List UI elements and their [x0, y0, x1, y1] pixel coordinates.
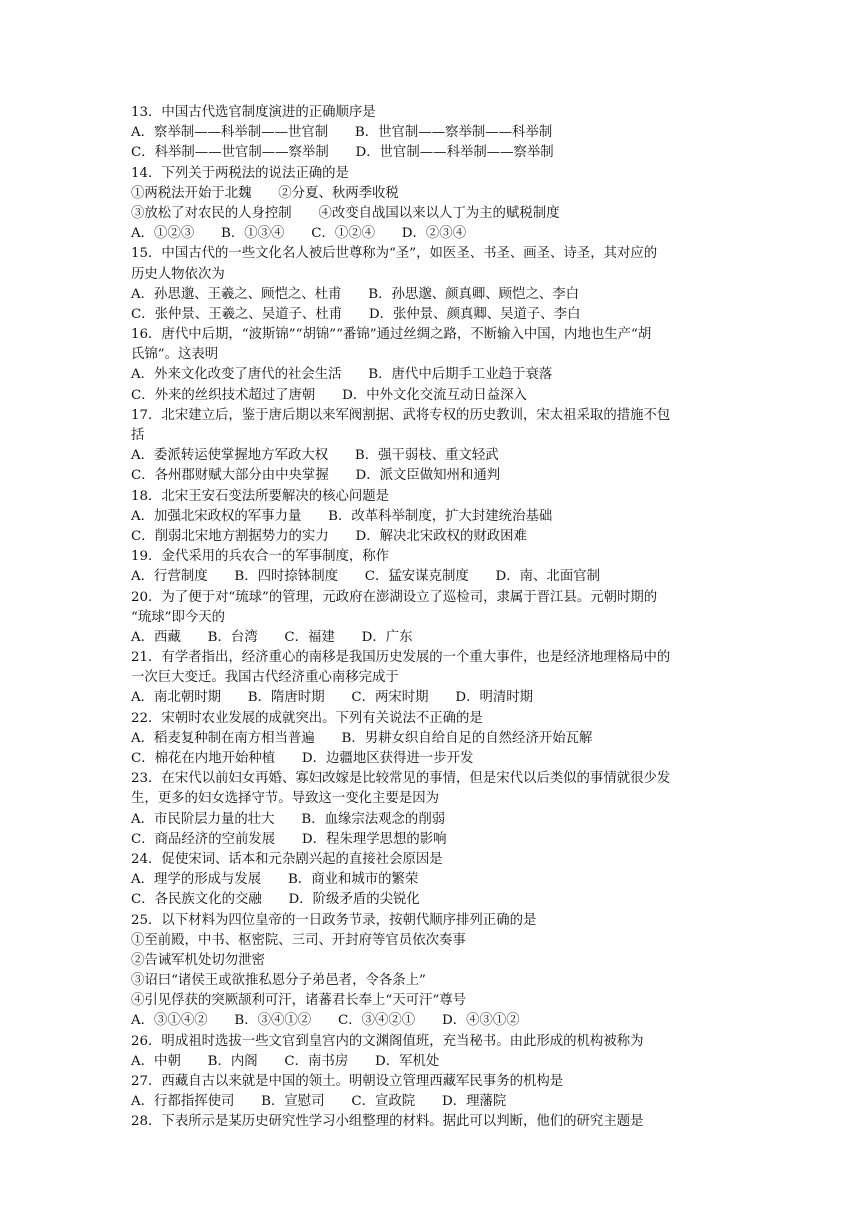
text-line: C．外来的丝织技术超过了唐朝 D．中外文化交流互动日益深入: [131, 387, 527, 403]
text-line: 括: [131, 428, 145, 443]
text-line: 20．为了便于对“琉球”的管理，元政府在澎湖设立了巡检司，隶属于晋江县。元朝时期的: [131, 589, 658, 605]
text-line: ②告诫军机处切勿泄密: [131, 952, 265, 968]
text-line: A．孙思邈、王羲之、顾恺之、杜甫 B．孙思邈、颜真卿、顾恺之、李白: [131, 286, 580, 302]
text-line: 24．促使宋词、话本和元杂剧兴起的直接社会原因是: [131, 851, 443, 867]
text-line: A．察举制——科举制——世官制 B．世官制——察举制——科举制: [131, 125, 553, 141]
text-line: A．行都指挥使司 B．宣慰司 C．宣政院 D．理藩院: [131, 1094, 507, 1110]
text-line: ④引见俘获的突厥颉利可汗，诸蕃君长奉上“天可汗”尊号: [131, 993, 467, 1009]
text-line: 27．西藏自古以来就是中国的领土。明朝设立管理西藏军民事务的机构是: [131, 1074, 564, 1089]
text-line: C．削弱北宋地方割据势力的实力 D．解决北宋政权的财政困难: [131, 528, 527, 544]
text-line: A．理学的形成与发展 B．商业和城市的繁荣: [131, 872, 419, 888]
text-line: A．稻麦复种制在南方相当普遍 B．男耕女织自给自足的自然经济开始瓦解: [131, 730, 593, 746]
text-line: A．中朝 B．内阁 C．南书房 D．军机处: [131, 1053, 440, 1069]
text-line: 23．在宋代以前妇女再婚、寡妇改嫁是比较常见的事情，但是宋代以后类似的事情就很少发: [131, 771, 671, 787]
exam-page: [131, 103, 731, 1133]
text-line: A．西藏 B．台湾 C．福建 D．广东: [131, 629, 413, 645]
text-line: “琉球”即今天的: [131, 609, 226, 625]
text-line: 生，更多的妇女选择守节。导致这一变化主要是因为: [131, 791, 439, 807]
text-line: 14．下列关于两税法的说法正确的是: [131, 165, 349, 181]
text-line: 氏锦”。这表明: [131, 347, 219, 363]
text-line: A．市民阶层力量的壮大 B．血缘宗法观念的削弱: [131, 811, 446, 827]
text-line: 19．金代采用的兵农合一的军事制度，称作: [131, 549, 390, 565]
text-line: A．外来文化改变了唐代的社会生活 B．唐代中后期手工业趋于衰落: [131, 367, 553, 383]
text-line: A．南北朝时期 B．隋唐时期 C．两宋时期 D．明清时期: [131, 690, 534, 706]
text-line: A．加强北宋政权的军事力量 B．改革科举制度，扩大封建统治基础: [131, 508, 553, 524]
text-line: 26．明成祖时选拔一些文官到皇宫内的文渊阁值班，充当秘书。由此形成的机构被称为: [131, 1033, 644, 1049]
text-line: 22．宋朝时农业发展的成就突出。下列有关说法不正确的是: [131, 710, 483, 726]
text-line: 21．有学者指出，经济重心的南移是我国历史发展的一个重大事件，也是经济地理格局中的: [131, 650, 671, 666]
text-line: C．各州郡财赋大部分由中央掌握 D．派文臣做知州和通判: [131, 468, 501, 484]
text-line: 25．以下材料为四位皇帝的一日政务节录，按朝代顺序排列正确的是: [131, 912, 537, 928]
text-line: C．张仲景、王羲之、吴道子、杜甫 D．张仲景、颜真卿、吴道子、李白: [131, 306, 581, 322]
text-line: 28．下表所示是某历史研究性学习小组整理的材料。据此可以判断，他们的研究主题是: [131, 1114, 644, 1130]
text-line: ①至前殿，中书、枢密院、三司、开封府等官员依次奏事: [131, 932, 466, 948]
text-line: A．委派转运使掌握地方军政大权 B．强干弱枝、重文轻武: [131, 448, 499, 464]
text-line: 15．中国古代的一些文化名人被后世尊称为“圣”，如医圣、书圣、画圣、诗圣，其对应的: [131, 246, 658, 262]
text-line: 17．北宋建立后，鉴于唐后期以来军阀割据、武将专权的历史教训，宋太祖采取的措施不包: [131, 407, 671, 423]
text-line: A．③①④② B．③④①② C．③④②① D．④③①②: [131, 1013, 520, 1029]
text-line: C．科举制——世官制——察举制 D．世官制——科举制——察举制: [131, 145, 554, 161]
text-line: 历史人物依次为: [131, 266, 225, 282]
text-line: 18．北宋王安石变法所要解决的核心问题是: [131, 488, 390, 504]
text-line: 16．唐代中后期，“波斯锦”“胡锦”“番锦”通过丝绸之路，不断输入中国，内地也生产“胡: [131, 327, 652, 343]
text-line: 一次巨大变迁。我国古代经济重心南移完成于: [131, 670, 399, 686]
text-line: ③诏曰“诸侯王或欲推私恩分子弟邑者，令各条上”: [131, 973, 426, 989]
text-line: A．行营制度 B．四时捺钵制度 C．猛安谋克制度 D．南、北面官制: [131, 569, 600, 585]
text-line: A．①②③ B．①③④ C．①②④ D．②③④: [131, 226, 467, 242]
text-line: ①两税法开始于北魏 ②分夏、秋两季收税: [131, 185, 399, 201]
text-line: ③放松了对农民的人身控制 ④改变自战国以来以人丁为主的赋税制度: [131, 205, 560, 221]
text-line: 13．中国古代选官制度演进的正确顺序是: [131, 105, 376, 120]
text-line: C．棉花在内地开始种植 D．边疆地区获得进一步开发: [131, 751, 474, 766]
text-line: C．各民族文化的交融 D．阶级矛盾的尖锐化: [131, 892, 420, 908]
text-line: C．商品经济的空前发展 D．程朱理学思想的影响: [131, 831, 447, 847]
